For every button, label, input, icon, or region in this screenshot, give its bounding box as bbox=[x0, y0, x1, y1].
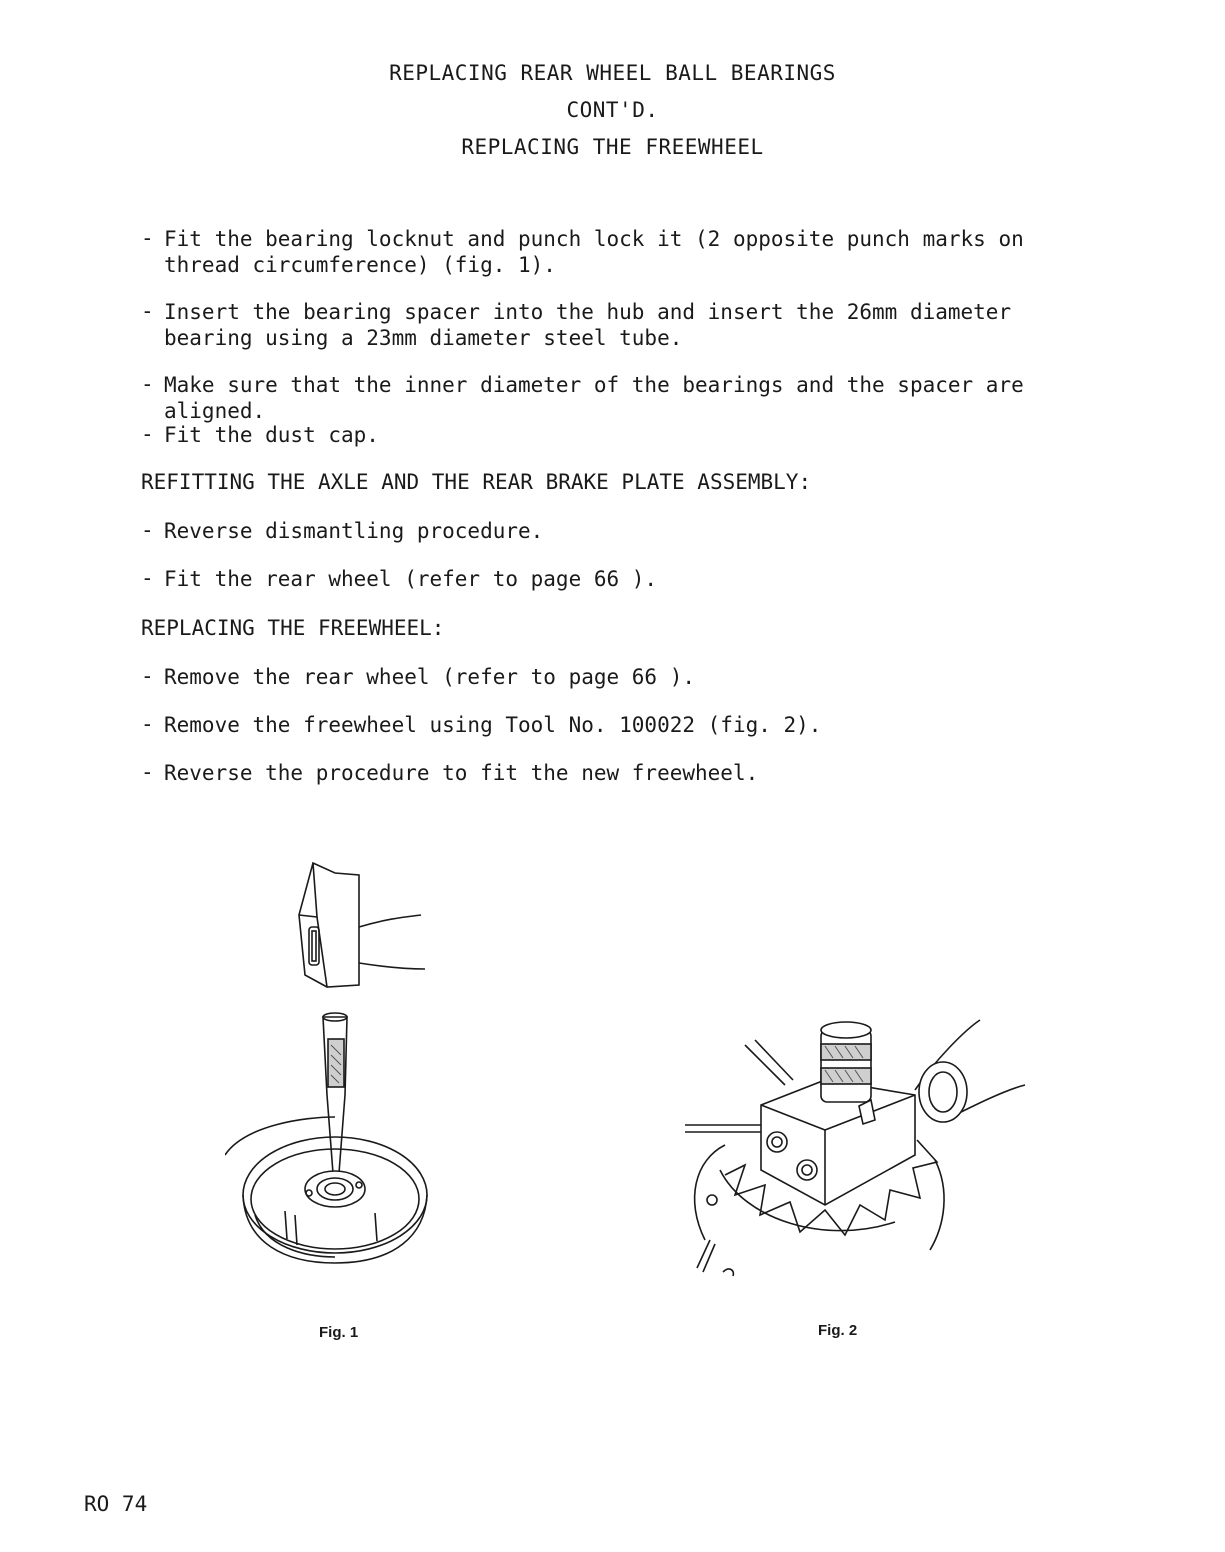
step-text: Fit the dust cap. bbox=[164, 423, 379, 447]
page-title: REPLACING REAR WHEEL BALL BEARINGS bbox=[389, 61, 836, 85]
step-dash: - bbox=[141, 299, 154, 323]
instruction-step bbox=[141, 760, 1101, 786]
step-dash: - bbox=[141, 760, 154, 784]
step-text: Remove the rear wheel (refer to page 66 ). bbox=[164, 665, 696, 689]
instruction-step bbox=[141, 664, 1101, 690]
section-heading-freewheel: REPLACING THE FREEWHEEL: bbox=[141, 616, 445, 640]
step-text: Insert the bearing spacer into the hub and insert the 26mm diameter bearing using a 23mm diameter steel tube. bbox=[164, 300, 1012, 350]
step-dash: - bbox=[141, 664, 154, 688]
step-text: Fit the bearing locknut and punch lock it (2 opposite punch marks on thread circumference) (fig. 1). bbox=[164, 227, 1024, 277]
figure-1-punch-lock-illustration bbox=[225, 855, 445, 1275]
step-text: Reverse dismantling procedure. bbox=[164, 519, 544, 543]
step-dash: - bbox=[141, 372, 154, 396]
instruction-step bbox=[141, 226, 1101, 278]
page-subtitle: REPLACING THE FREEWHEEL bbox=[461, 135, 764, 159]
instruction-step bbox=[141, 566, 1101, 592]
step-dash: - bbox=[141, 226, 154, 250]
figure-1-caption: Fig. 1 bbox=[319, 1324, 359, 1341]
step-dash: - bbox=[141, 566, 154, 590]
instruction-step bbox=[141, 422, 1101, 448]
figure-2-caption: Fig. 2 bbox=[818, 1322, 858, 1339]
page-title-continued: CONT'D. bbox=[566, 98, 659, 122]
section-heading-refit: REFITTING THE AXLE AND THE REAR BRAKE PLATE ASSEMBLY: bbox=[141, 470, 812, 494]
step-dash: - bbox=[141, 518, 154, 542]
step-dash: - bbox=[141, 712, 154, 736]
step-text: Remove the freewheel using Tool No. 100022 (fig. 2). bbox=[164, 713, 822, 737]
step-text: Fit the rear wheel (refer to page 66 ). bbox=[164, 567, 658, 591]
instruction-step bbox=[141, 712, 1101, 738]
instruction-step bbox=[141, 372, 1101, 424]
instruction-step bbox=[141, 299, 1101, 351]
page-code: RO 74 bbox=[84, 1492, 148, 1516]
step-text: Make sure that the inner diameter of the bearings and the spacer are aligned. bbox=[164, 373, 1024, 423]
step-text: Reverse the procedure to fit the new freewheel. bbox=[164, 761, 759, 785]
step-dash: - bbox=[141, 422, 154, 446]
figure-2-freewheel-tool-illustration bbox=[685, 1010, 1030, 1285]
instruction-step bbox=[141, 518, 1101, 544]
